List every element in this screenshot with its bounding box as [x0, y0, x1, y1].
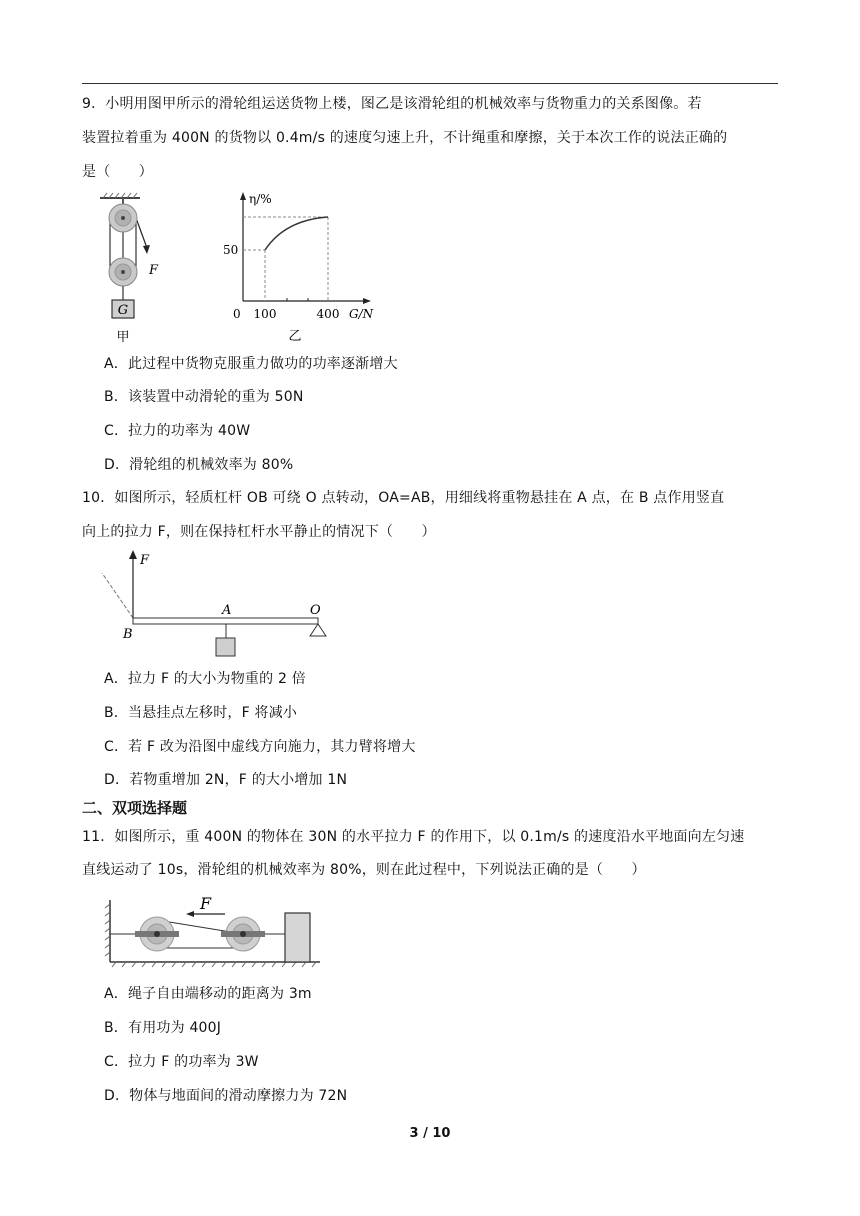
q11-option-a: A．绳子自由端移动的距离为 3m: [104, 986, 312, 1002]
x-axis-label: G/N: [349, 307, 374, 321]
q11-stem-line-2: 直线运动了 10s，滑轮组的机械效率为 80%，则在此过程中，下列说法正确的是（ ）: [82, 862, 646, 878]
q9-option-d: D．滑轮组的机械效率为 80%: [104, 457, 294, 473]
q9-stem-line-2: 装置拉着重为 400N 的货物以 0.4m/s 的速度匀速上升，不计绳重和摩擦，关于本次工作的说法正确的: [82, 130, 728, 146]
q9-option-a: A．此过程中货物克服重力做功的功率逐渐增大: [104, 356, 398, 372]
q11-option-c: C．拉力 F 的功率为 3W: [104, 1054, 259, 1070]
header-rule: [82, 83, 778, 84]
q9-option-b: B．该装置中动滑轮的重为 50N: [104, 389, 304, 405]
q11-stem-line-1: 11．如图所示，重 400N 的物体在 30N 的水平拉力 F 的作用下，以 0.1m/s 的速度沿水平地面向左匀速: [82, 829, 745, 845]
q10-option-b: B．当悬挂点左移时，F 将减小: [104, 705, 298, 721]
weight-label-G: G: [117, 303, 129, 318]
y-tick-50: 50: [223, 243, 239, 257]
q9-stem-line-1: 9．小明用图甲所示的滑轮组运送货物上楼，图乙是该滑轮组的机械效率与货物重力的关系图像。若: [82, 96, 702, 112]
x-tick-400: 400: [316, 307, 340, 321]
efficiency-graph-yi: [215, 188, 380, 343]
lever-force-label-F: F: [140, 553, 150, 568]
y-axis-label: η/%: [249, 192, 272, 206]
q11-option-b: B．有用功为 400J: [104, 1020, 222, 1036]
lever-point-A: A: [222, 603, 232, 618]
lever-pivot-O: O: [310, 603, 321, 618]
q10-option-c: C．若 F 改为沿图中虚线方向施力，其力臂将增大: [104, 739, 416, 755]
q9-option-c: C．拉力的功率为 40W: [104, 423, 251, 439]
section-heading-double-choice: 二、双项选择题: [82, 799, 188, 817]
page-number: 3 / 10: [409, 1126, 451, 1141]
q10-stem-line-1: 10．如图所示，轻质杠杆 OB 可绕 O 点转动，OA=AB，用细线将重物悬挂在 A 点，在 B 点作用竖直: [82, 490, 725, 506]
q10-option-a: A．拉力 F 的大小为物重的 2 倍: [104, 671, 306, 687]
force-label-F: F: [149, 263, 159, 278]
q11-option-d: D．物体与地面间的滑动摩擦力为 72N: [104, 1088, 348, 1104]
x-tick-100: 100: [253, 307, 277, 321]
lever-figure: [95, 545, 335, 660]
horizontal-force-label-F: F: [200, 894, 212, 913]
figure-caption-jia: 甲: [116, 330, 130, 345]
q10-stem-line-2: 向上的拉力 F，则在保持杠杆水平静止的情况下（ ）: [82, 524, 436, 540]
lever-point-B: B: [123, 627, 133, 642]
horizontal-pulley-figure: [100, 890, 325, 970]
q9-stem-line-3: 是（ ）: [82, 164, 153, 180]
pulley-system-figure-jia: [95, 192, 175, 347]
origin-label: 0: [233, 307, 241, 321]
figure-caption-yi: 乙: [288, 329, 302, 343]
q10-option-d: D．若物重增加 2N，F 的大小增加 1N: [104, 772, 348, 788]
